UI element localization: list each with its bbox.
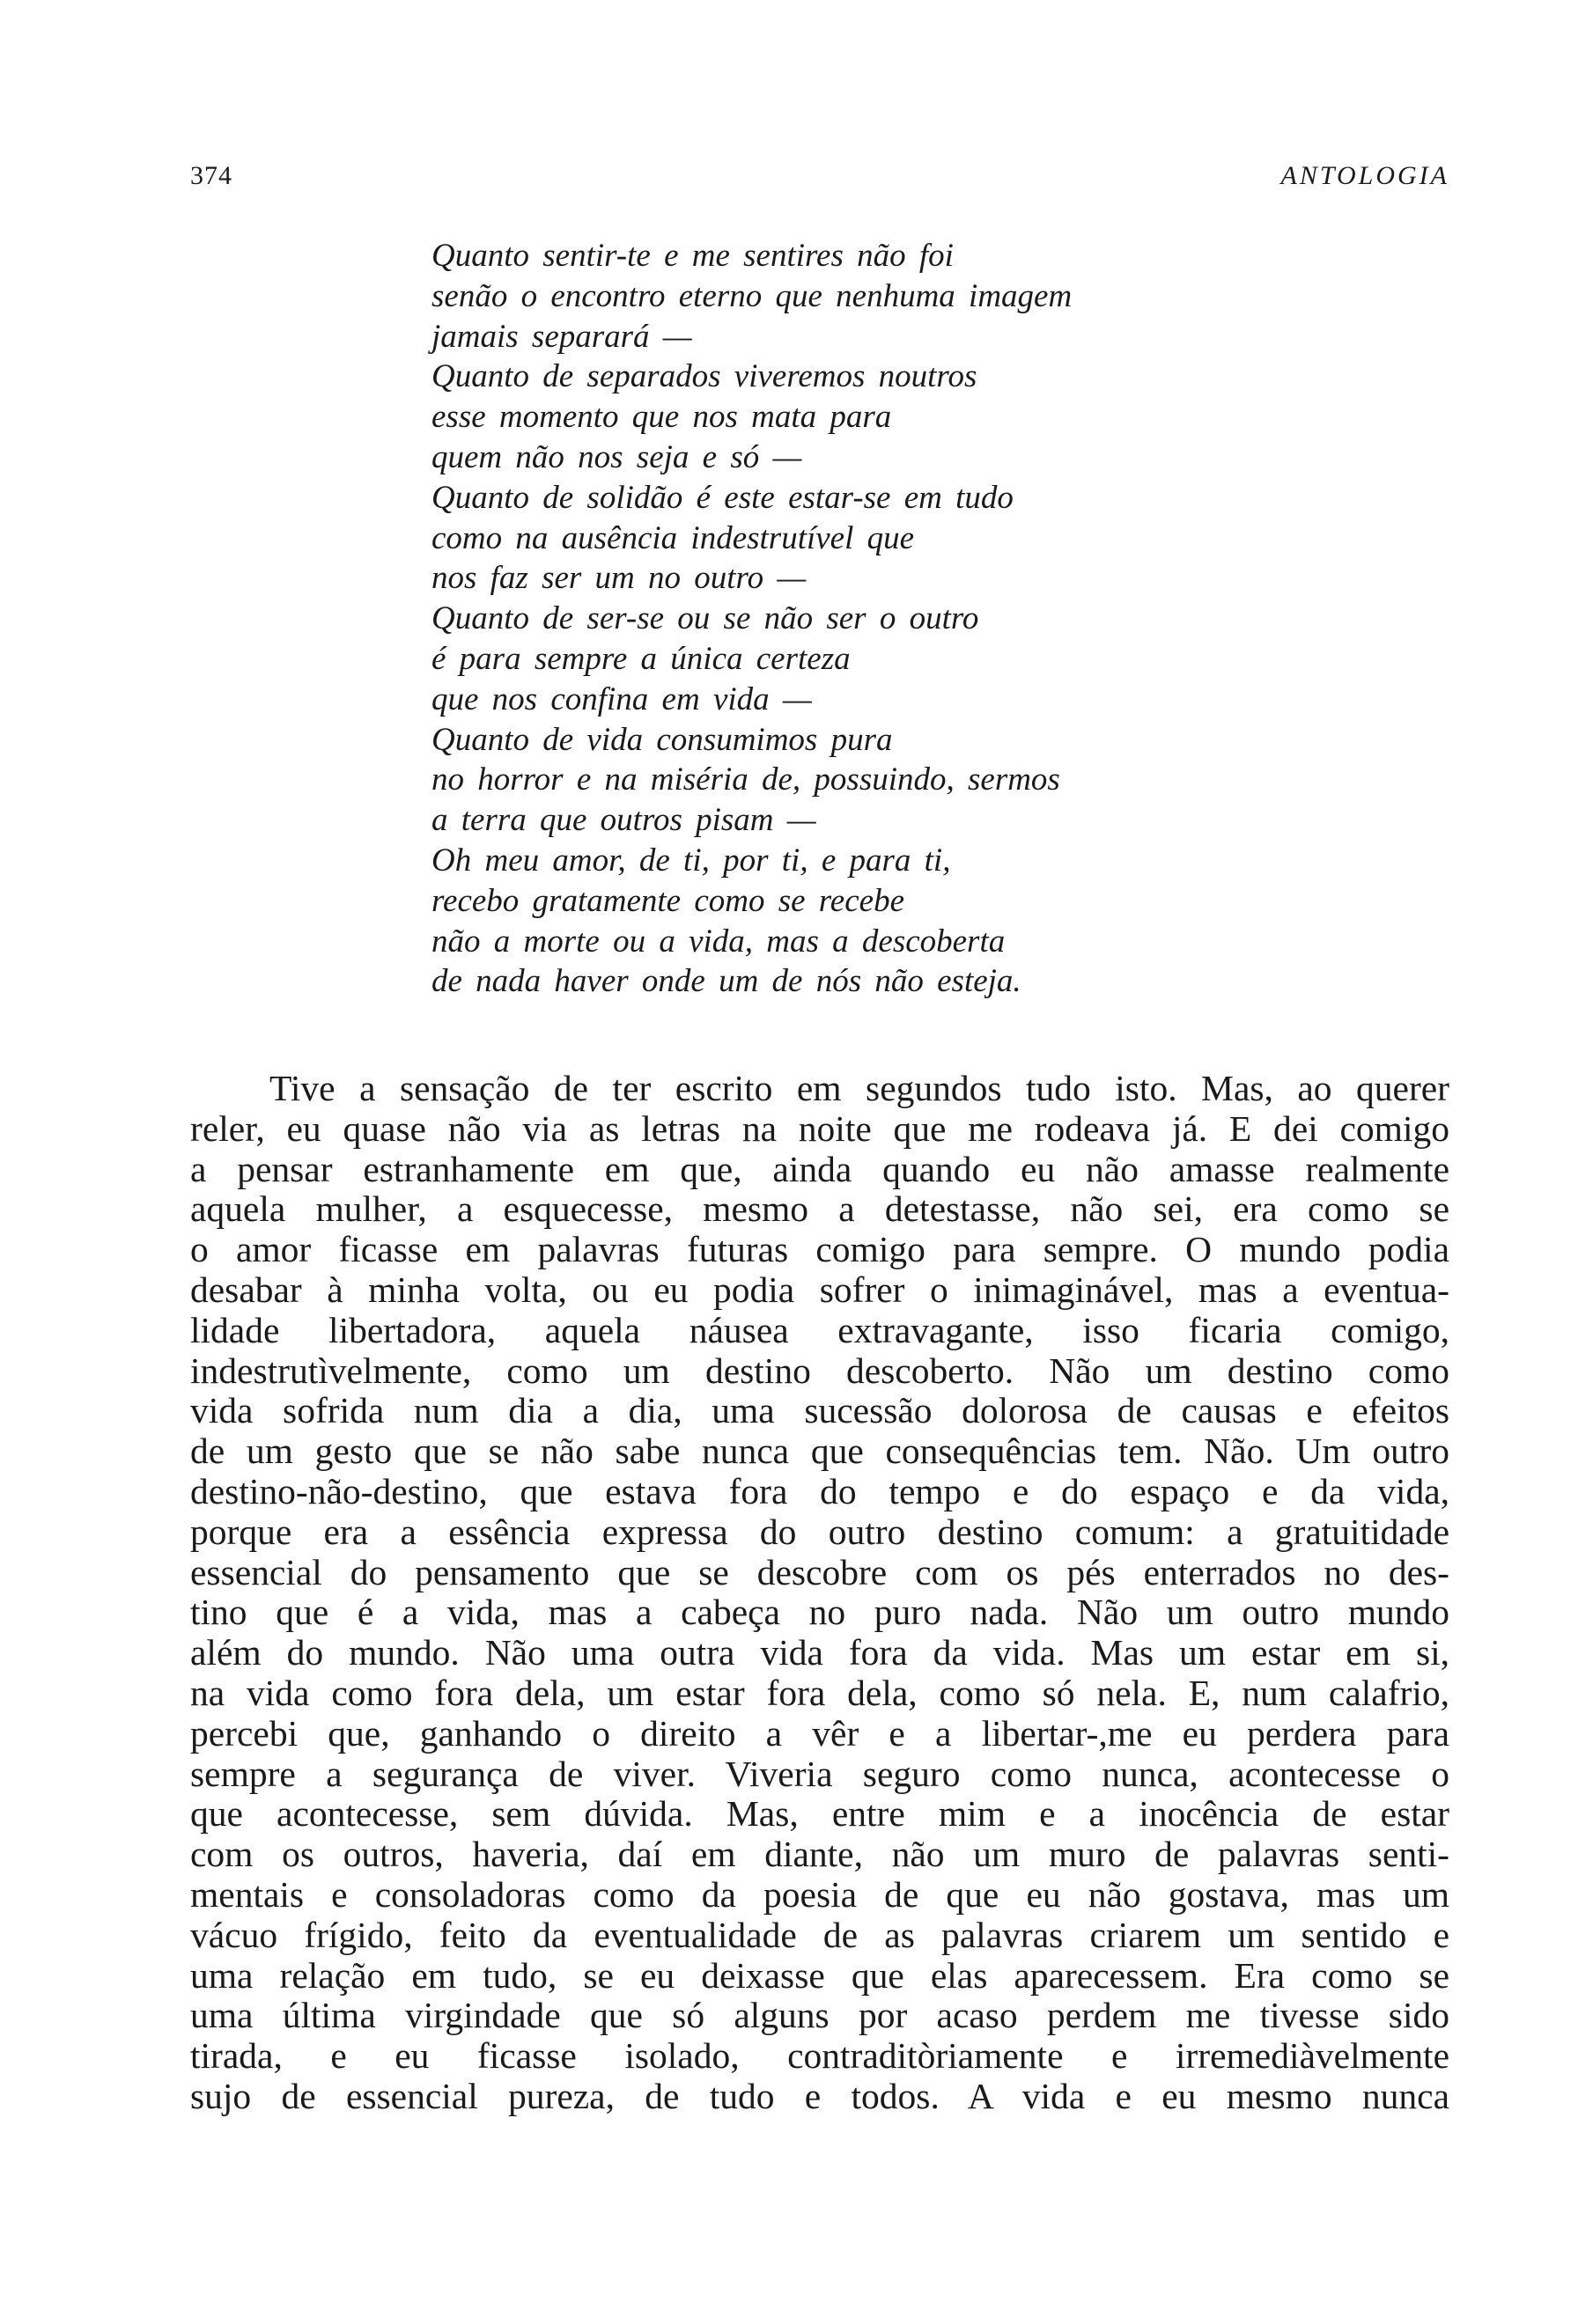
prose-line: na vida como fora dela, um estar fora dela, como só nela. E, num calafrio,: [190, 1672, 1449, 1713]
poem-line: que nos confina em vida —: [431, 680, 812, 717]
poem-line: nos faz ser um no outro —: [431, 560, 807, 597]
poem-line: senão o encontro eterno que nenhuma imagem: [431, 277, 1073, 314]
page-number: 374: [190, 161, 232, 190]
prose-line: tirada, e eu ficasse isolado, contraditòriamente e irremediàvelmente: [190, 2035, 1449, 2077]
poem-line: como na ausência indestrutível que: [431, 519, 915, 556]
poem-line: não a morte ou a vida, mas a descoberta: [431, 923, 1006, 960]
prose-line: com os outros, haveria, daí em diante, não um muro de palavras senti-: [190, 1834, 1449, 1875]
running-head: [190, 158, 1449, 194]
prose-line: desabar à minha volta, ou eu podia sofrer o inimaginável, mas a eventua-: [190, 1269, 1449, 1310]
poem-line: Oh meu amor, de ti, por ti, e para ti,: [431, 842, 951, 879]
prose-line: uma última virgindade que só alguns por acaso perdem me tivesse sido: [190, 1995, 1449, 2036]
poem-line: de nada haver onde um de nós não esteja.: [431, 963, 1021, 1000]
prose-line: mentais e consoladoras como da poesia de que eu não gostava, mas um: [190, 1873, 1449, 1915]
prose-line: essencial do pensamento que se descobre com os pés enterrados no des-: [190, 1551, 1449, 1592]
prose-line: percebi que, ganhando o direito a vêr e a libertar-,me eu perdera para: [190, 1712, 1449, 1754]
poem-line: esse momento que nos mata para: [431, 399, 892, 436]
prose-line: vida sofrida num dia a dia, uma sucessão dolorosa de causas e efeitos: [190, 1390, 1449, 1431]
prose-line: uma relação em tudo, se eu deixasse que elas aparecessem. Era como se: [190, 1954, 1449, 1996]
prose-line: que acontecesse, sem dúvida. Mas, entre mim e a inocência de estar: [190, 1793, 1449, 1835]
prose-line: porque era a essência expressa do outro destino comum: a gratuitidade: [190, 1511, 1449, 1552]
poem-line: Quanto sentir-te e me sentires não foi: [431, 238, 954, 274]
prose-line: vácuo frígido, feito da eventualidade de as palavras criarem um sentido e: [190, 1914, 1449, 1955]
poem-line: a terra que outros pisam —: [431, 802, 816, 839]
poem-line: quem não nos seja e só —: [431, 438, 802, 475]
poem-line: Quanto de solidão é este estar-se em tudo: [431, 479, 1014, 516]
poem: [431, 236, 1312, 1002]
prose-line: a pensar estranhamente em que, ainda quando eu não amasse realmente: [190, 1148, 1449, 1189]
prose-line: Tive a sensação de ter escrito em segundos tudo isto. Mas, ao querer: [269, 1068, 1449, 1108]
prose-line: sempre a segurança de viver. Viveria seguro como nunca, acontecesse o: [190, 1753, 1449, 1794]
prose-line: aquela mulher, a esquecesse, mesmo a detestasse, não sei, era como se: [190, 1188, 1449, 1230]
poem-line: recebo gratamente como se recebe: [431, 882, 904, 919]
prose-line: sujo de essencial pureza, de tudo e todos. A vida e eu mesmo nunca: [190, 2075, 1449, 2116]
prose-line: o amor ficasse em palavras futuras comigo para sempre. O mundo podia: [190, 1229, 1449, 1270]
prose-line: além do mundo. Não uma outra vida fora da vida. Mas um estar em si,: [190, 1632, 1449, 1673]
poem-line: é para sempre a única certeza: [431, 640, 851, 677]
prose-line: de um gesto que se não sabe nunca que consequências tem. Não. Um outro: [190, 1430, 1449, 1472]
prose-paragraph: [190, 1069, 1449, 2117]
prose-line: tino que é a vida, mas a cabeça no puro nada. Não um outro mundo: [190, 1592, 1449, 1633]
poem-line: Quanto de separados viveremos noutros: [431, 358, 977, 395]
prose-line: lidade libertadora, aquela náusea extravagante, isso ficaria comigo,: [190, 1309, 1449, 1350]
poem-line: no horror e na miséria de, possuindo, sermos: [431, 761, 1060, 798]
poem-line: Quanto de vida consumimos pura: [431, 721, 893, 758]
prose-line: reler, eu quase não via as letras na noite que me rodeava já. E dei comigo: [190, 1107, 1449, 1149]
poem-line: Quanto de ser-se ou se não ser o outro: [431, 600, 979, 637]
poem-line: jamais separará —: [431, 318, 692, 355]
prose-line: destino-não-destino, que estava fora do tempo e do espaço e da vida,: [190, 1470, 1449, 1511]
prose-line: indestrutìvelmente, como um destino descoberto. Não um destino como: [190, 1350, 1449, 1391]
running-title: ANTOLOGIA: [1280, 161, 1449, 190]
